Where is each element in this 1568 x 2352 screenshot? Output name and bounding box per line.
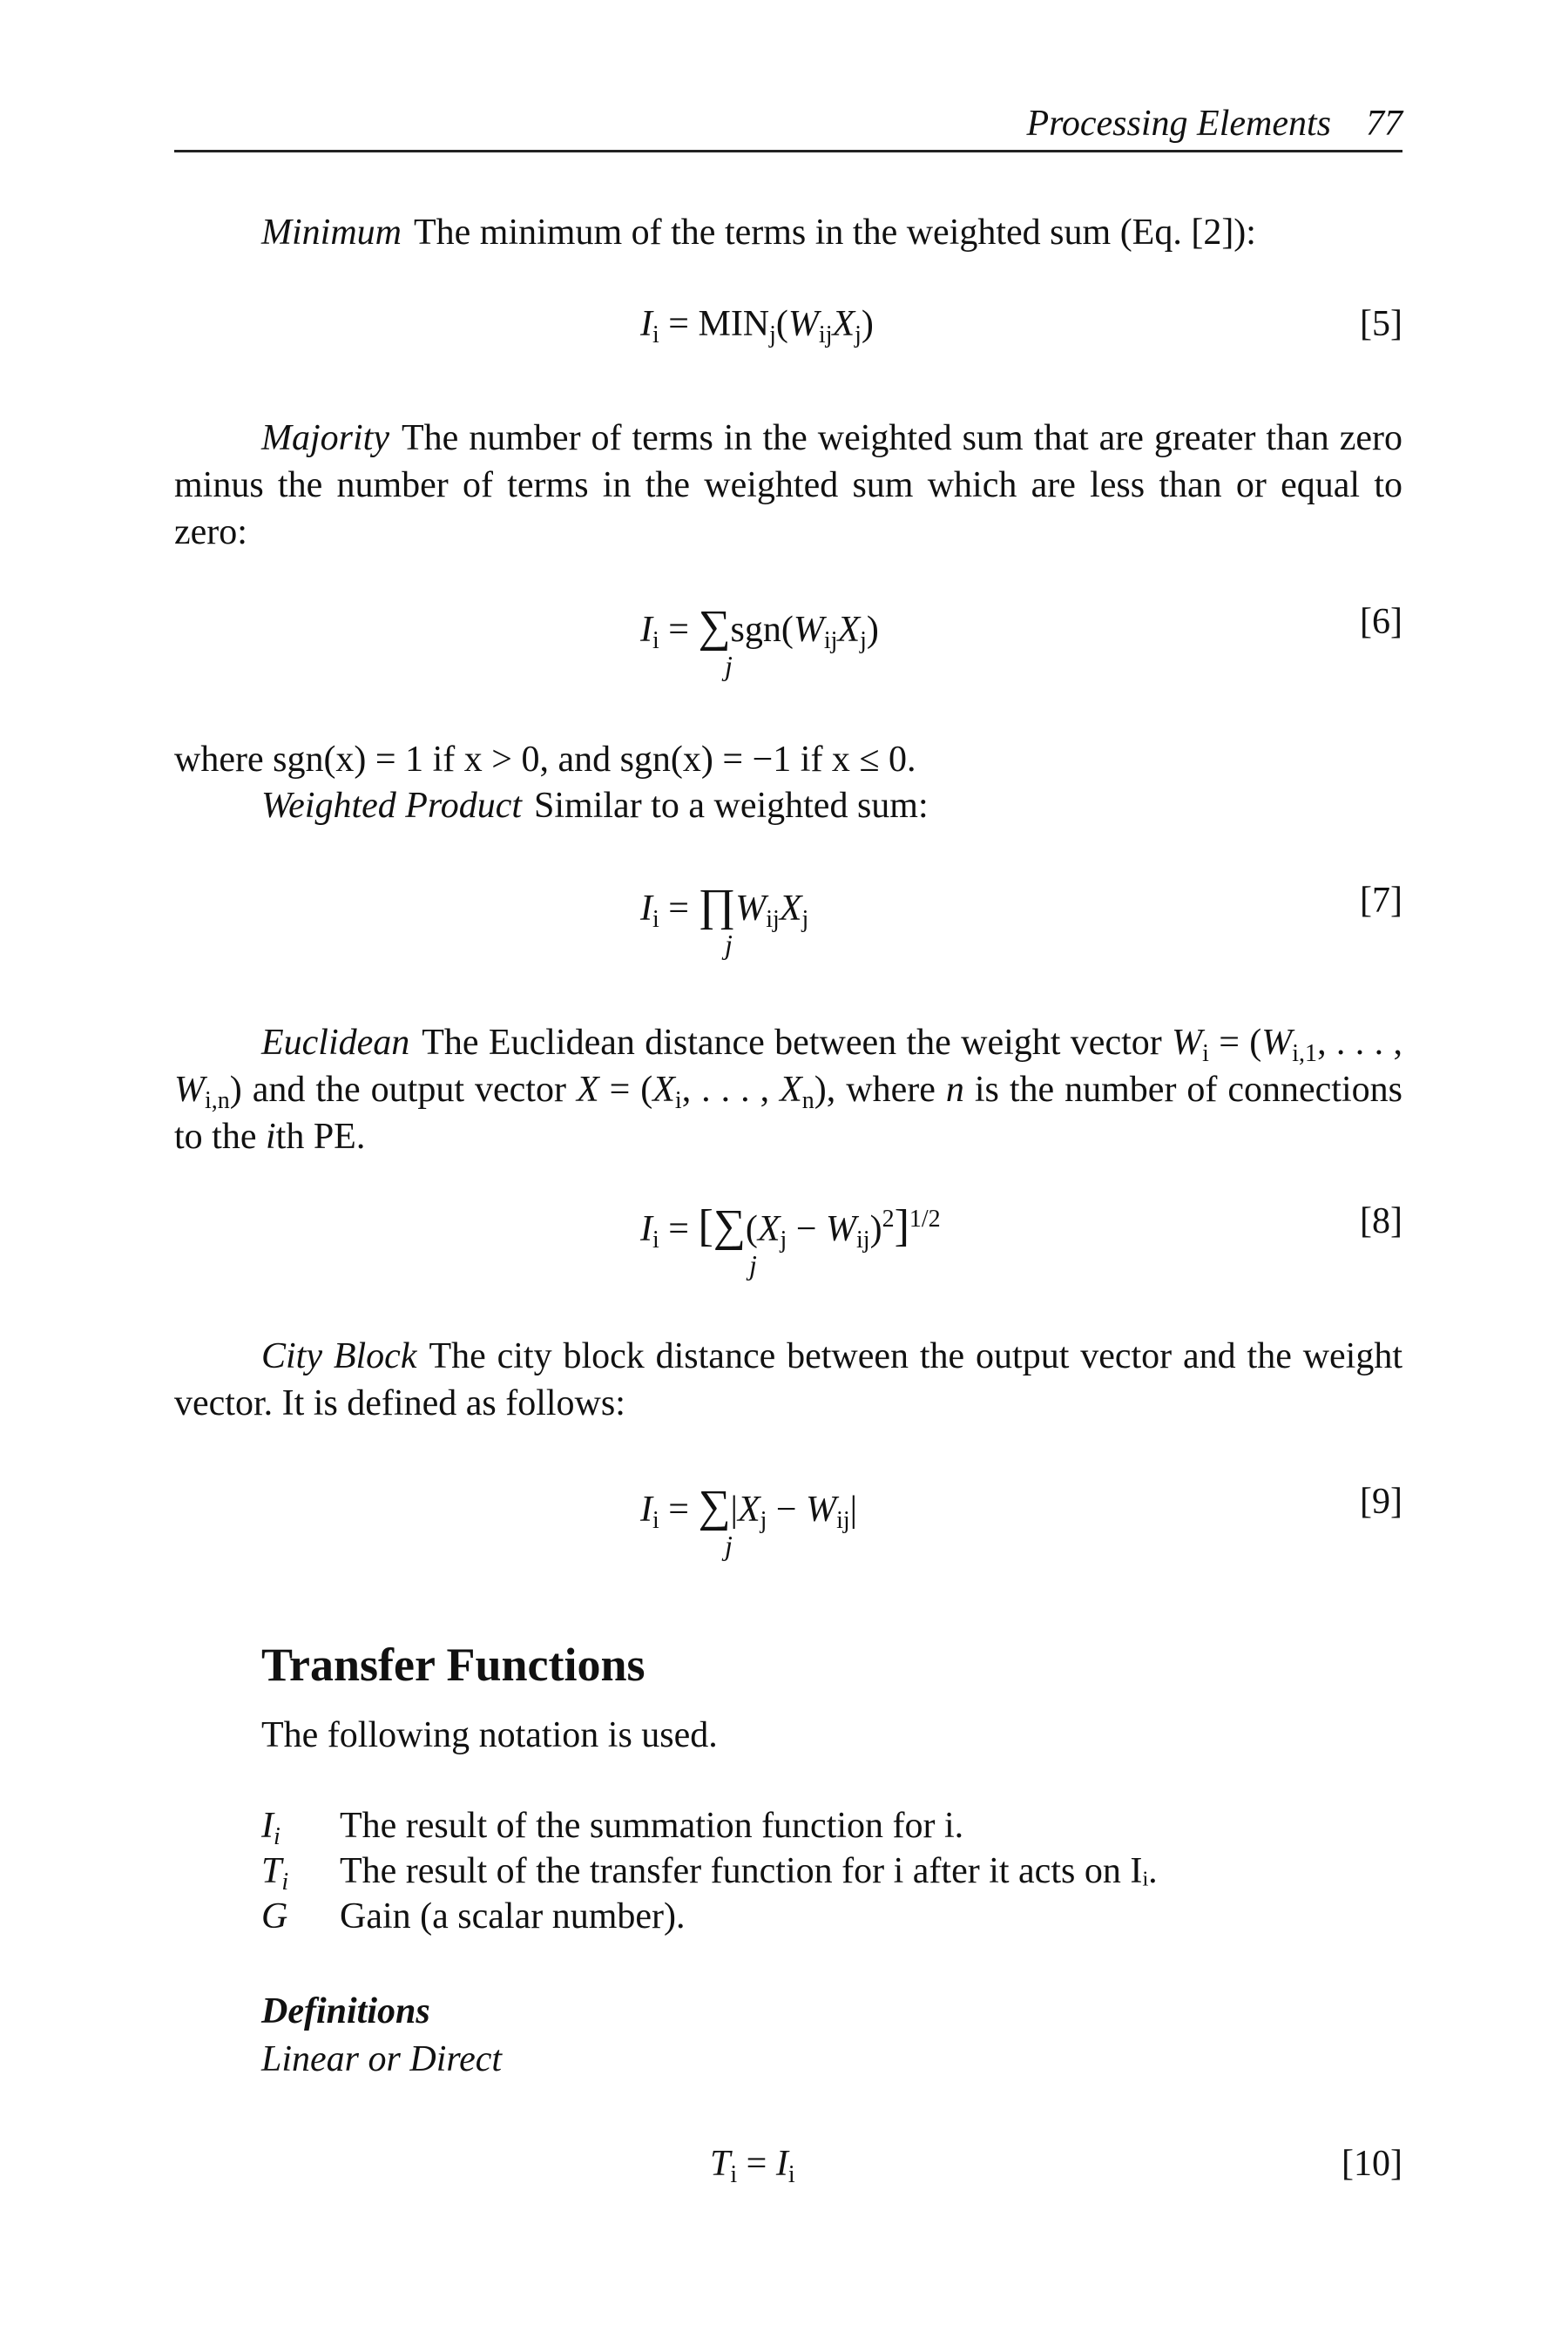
notation-list (261, 1803, 1158, 1939)
running-head-title: Processing Elements (1026, 104, 1331, 144)
city-block-text: The city block distance between the output vector and the weight vector. It is defined as follows: (174, 1336, 1403, 1423)
weighted-product-term: Weighted Product (261, 786, 523, 826)
minimum-term: Minimum (261, 213, 402, 253)
equation-8-number: [8] (1360, 1201, 1402, 1241)
equation-9 (174, 1481, 1402, 1577)
minimum-paragraph (174, 209, 1402, 256)
city-block-paragraph (174, 1333, 1402, 1427)
equation-8 (174, 1200, 1402, 1296)
section-heading-transfer-functions: Transfer Functions (261, 1639, 645, 1691)
equation-5 (174, 303, 1402, 382)
notation-row-i (261, 1803, 1158, 1848)
notation-desc: Gain (a scalar number). (340, 1896, 686, 1936)
equation-7 (174, 880, 1402, 976)
header-rule (174, 150, 1402, 152)
equation-7-index: j (725, 929, 733, 960)
weighted-product-text: Similar to a weighted sum: (534, 786, 929, 826)
equation-8-index: j (749, 1249, 757, 1281)
notation-symbol: $T_i$ (261, 1851, 289, 1896)
notation-desc: The result of the summation function for i. (340, 1806, 964, 1846)
linear-or-direct-label: Linear or Direct (261, 2039, 503, 2079)
running-head (174, 103, 1402, 145)
equation-9-number: [9] (1360, 1482, 1402, 1522)
equation-10 (174, 2143, 1402, 2221)
equation-8-formula: $I_i = [\sum(X_j - W_{ij})^2]^{1/2}$ (640, 1201, 941, 1254)
definitions-heading: Definitions (261, 1991, 430, 2031)
majority-paragraph (174, 415, 1402, 556)
notation-symbol: G (261, 1896, 288, 1936)
equation-6-index: j (725, 650, 733, 681)
equation-6-number: [6] (1360, 602, 1402, 642)
transfer-intro: The following notation is used. (261, 1715, 718, 1755)
equation-5-number: [5] (1360, 304, 1402, 344)
weighted-product-paragraph (174, 782, 1402, 829)
notation-symbol: $I_i$ (261, 1806, 280, 1850)
equation-7-formula: $I_i$ = $\prod W_{ij}X_j$ (640, 881, 809, 933)
equation-6 (174, 601, 1402, 697)
majority-term: Majority (261, 418, 389, 458)
equation-10-number: [10] (1342, 2144, 1402, 2184)
equation-7-number: [7] (1360, 881, 1402, 921)
notation-row-t (261, 1848, 1158, 1894)
minimum-text: The minimum of the terms in the weighted sum (Eq. [2]): (414, 213, 1256, 253)
equation-10-formula: $T_i = I_i$ (710, 2144, 795, 2188)
equation-6-formula: $I_i = \sum sgn(W_{ij}X_j)$ (640, 602, 879, 654)
majority-text: The number of terms in the weighted sum that are greater than zero minus the number of terms in the weighted sum which are less than or equal to zero: (174, 418, 1402, 552)
equation-9-formula: $I_i = \sum|X_j - W_{ij}|$ (640, 1482, 858, 1534)
notation-row-g (261, 1894, 1158, 1939)
euclidean-text: The Euclidean distance between the weight vector (422, 1023, 1162, 1063)
city-block-term: City Block (261, 1336, 417, 1376)
euclidean-term: Euclidean (261, 1023, 410, 1063)
notation-desc: The result of the transfer function for i after it acts on Iᵢ. (340, 1851, 1158, 1891)
page-number: 77 (1366, 104, 1402, 144)
sgn-definition: where sgn(x) = 1 if x > 0, and sgn(x) = −1 if x ≤ 0. (174, 740, 916, 780)
equation-9-index: j (725, 1530, 733, 1561)
equation-5-formula: $I_i = MIN_j(W_{ij}X_j)$ (640, 304, 874, 348)
euclidean-paragraph: Euclidean The Euclidean distance between the weight vector $W_i = (W_{i,1}$, . . . , $W_{i,n}$) and the output vector $X = (X_i$, . . . , $X_n$), where n is the number of connections to the ith PE. (174, 1023, 1402, 1157)
